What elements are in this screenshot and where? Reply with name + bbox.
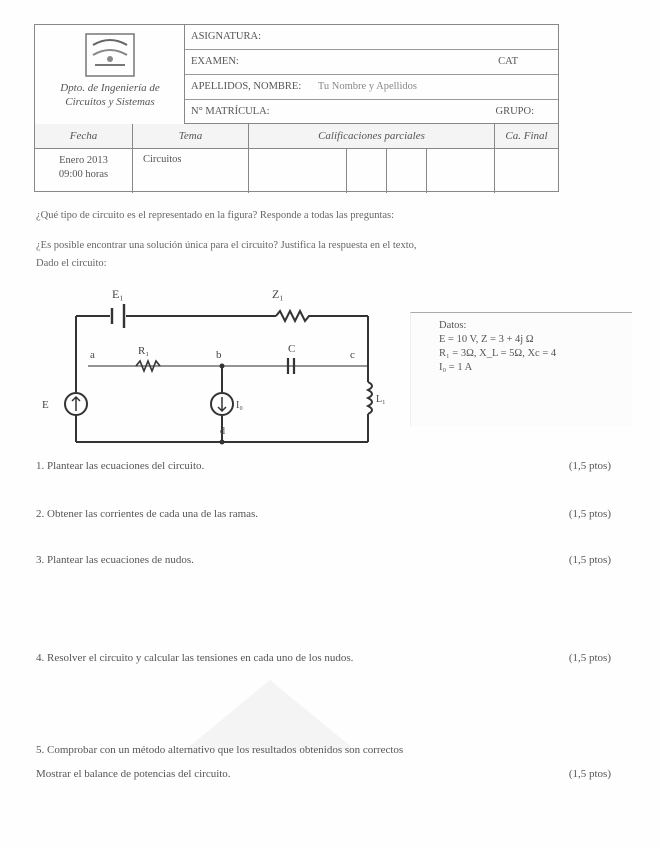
alumno-label: APELLIDOS, NOMBRE: [191,81,302,92]
grade-cell-4 [427,149,495,193]
fecha-value-line1: Enero 2013 [59,155,108,166]
question-2-text: 2. Obtener las corrientes de cada una de las ramas. [36,508,259,520]
tema-cell [133,149,249,193]
question-4 [36,652,611,664]
grupo-label: GRUPO: [495,106,534,117]
matricula-row [185,100,558,124]
question-3-text: 3. Plantear las ecuaciones de nudos. [36,554,194,566]
datos-line-2: R₁ = 3Ω, X_L = 5Ω, Xc = 4 [439,348,557,359]
department-logo-cell [35,25,185,124]
question-2 [36,508,611,520]
label-e1: E₁ [112,287,124,301]
tema-value: Circuitos [143,154,182,165]
question-5-continued [36,768,611,780]
datos-box [410,312,632,426]
node-b-dot [220,364,225,369]
node-b-label: b [216,349,222,361]
total-grade-cell [495,149,558,193]
question-4-points: (1,5 ptos) [568,652,611,664]
label-left-source: E [42,399,49,411]
node-d-dot [220,440,225,445]
datos-line-1: E = 10 V, Z = 3 + 4j Ω [439,334,534,345]
col-calificaciones-header: Calificaciones parciales [249,124,495,149]
department-name-line2: Circuitos y Sistemas [65,96,155,108]
question-5-points: (1,5 ptos) [568,768,611,780]
inductor-symbol [368,382,372,414]
fecha-value-line2: 09:00 horas [58,169,109,180]
question-1 [36,460,611,472]
col-fecha-header: Fecha [35,124,133,149]
label-ig: I₀ [236,400,243,411]
question-3 [36,554,611,566]
datos-line-3: I₀ = 1 A [439,362,473,373]
question-3-points: (1,5 ptos) [568,554,611,566]
label-z1: Z₁ [272,287,284,301]
examen-label: EXAMEN: [191,56,239,67]
z1-resistor-symbol [276,311,312,321]
node-d-label: d [220,426,225,437]
battery-e1-symbol [112,304,124,328]
question-5-continued-text: Mostrar el balance de potencias del circuito. [36,768,231,780]
col-tema-header: Tema [133,124,249,149]
node-c-label: c [350,349,355,361]
circuit-diagram [38,284,388,459]
intro-line-2: ¿Es posible encontrar una solución única para el circuito? Justifica la respuesta en el texto, [36,240,417,251]
university-logo-icon [83,31,137,79]
alumno-row [185,75,558,100]
question-4-text: 4. Resolver el circuito y calcular las tensiones en cada uno de los nudos. [36,652,354,664]
department-name-line1: Dpto. de Ingeniería de [60,82,160,94]
question-1-text: 1. Plantear las ecuaciones del circuito. [36,460,205,472]
col-total-header: Ca. Final [495,124,558,149]
intro-line-3: Dado el circuito: [36,258,107,269]
node-a-label: a [90,349,95,361]
intro-line-1: ¿Qué tipo de circuito es el representado en la figura? Responde a todas las preguntas: [36,210,395,221]
question-5 [36,744,611,756]
matricula-label: N° MATRÍCULA: [191,106,270,117]
examen-row [185,50,558,75]
question-1-points: (1,5 ptos) [568,460,611,472]
alumno-value: Tu Nombre y Apellidos [317,81,417,92]
exam-header-table [34,24,559,192]
label-c: C [288,343,296,355]
question-5-text: 5. Comprobar con un método alternativo que los resultados obtenidos son correctos [36,744,404,756]
examen-code: CAT [498,56,518,67]
department-name [39,81,181,109]
question-2-points: (1,5 ptos) [568,508,611,520]
faint-watermark-shape [185,680,355,750]
label-l: L₁ [376,394,386,405]
grade-cell-2 [347,149,387,193]
asignatura-label: ASIGNATURA: [191,31,262,42]
asignatura-row [185,25,558,50]
grade-cell-3 [387,149,427,193]
label-r1: R₁ [138,345,150,357]
datos-title: Datos: [439,320,467,331]
grade-cell-1 [249,149,347,193]
fecha-cell [35,149,133,193]
